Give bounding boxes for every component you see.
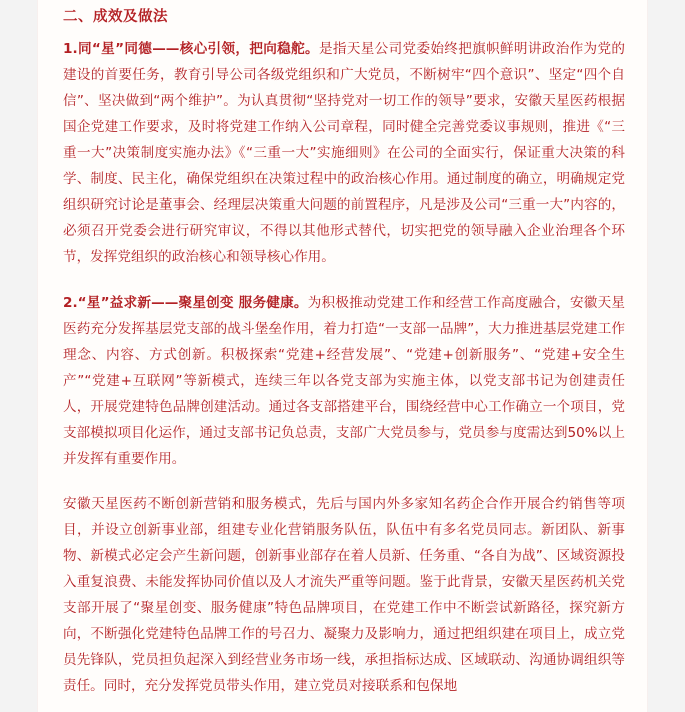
paragraph-text: 是指天星公司党委始终把旗帜鲜明讲政治作为党的建设的首要任务，教育引导公司各级党组织和广大党员，不断树牢“四个意识”、坚定“四个自信”、坚决做到“两个维护”。为认真贯彻“坚持党对一切工作的领导”要求，安徽天星医药根据国企党建工作要求，及时将党建工作纳入公司章程，同时健全完善党委议事规则，推进《“三重一大”决策制度实施办法》《“三重一大”实施细则》在公司的全面实行，保证重大决策的科学、制度、民主化，确保党组织在决策过程中的政治核心作用。通过制度的确立，明确规定党组织研究讨论是董事会、经理层决策重大问题的前置程序，凡是涉及公司“三重一大”内容的，必须召开党委会进行研究审议，不得以其他形式替代，切实把党的领导融入企业治理各个环节，发挥党组织的政治核心和领导核心作用。 bbox=[63, 41, 625, 265]
paragraph-innovation bbox=[63, 290, 625, 472]
paragraph-lead: 2.“星”益求新——聚星创变 服务健康。 bbox=[63, 295, 308, 311]
section-heading: 二、成效及做法 bbox=[63, 9, 168, 25]
paragraph-text: 为积极推动党建工作和经营工作高度融合，安徽天星医药充分发挥基层党支部的战斗堡垒作用，着力打造“一支部一品牌”，大力推进基层党建工作理念、内容、方式创新。积极探索“党建+经营发展”、“党建+创新服务”、“党建+安全生产”“党建+互联网”等新模式，连续三年以各党支部为实施主体，以党支部书记为创建责任人，开展党建特色品牌创建活动。通过各支部搭建平台，围绕经营中心工作确立一个项目，党支部模拟项目化运作，通过支部书记负总责，支部广大党员参与，党员参与度需达到50%以上并发挥有重要作用。 bbox=[63, 295, 626, 467]
article-page bbox=[37, 0, 648, 712]
paragraph-core-leadership bbox=[63, 36, 625, 270]
paragraph-text: 安徽天星医药不断创新营销和服务模式，先后与国内外多家知名药企合作开展合约销售等项目，并设立创新事业部，组建专业化营销服务队伍，队伍中有多名党员同志。新团队、新事物、新模式必定会产生新问题，创新事业部存在着人员新、任务重、“各自为战”、区域资源投入重复浪费、未能发挥协同价值以及人才流失严重等问题。鉴于此背景，安徽天星医药机关党支部开展了“聚星创变、服务健康”特色品牌项目，在党建工作中不断尝试新路径，探究新方向，不断强化党建特色品牌工作的号召力、凝聚力及影响力，通过把组织建在项目上，成立党员先锋队，党员担负起深入到经营业务市场一线，承担指标达成、区域联动、沟通协调组织等责任。同时，充分发挥党员带头作用，建立党员对接联系和包保地 bbox=[63, 496, 625, 694]
paragraph-lead: 1.同“星”同德——核心引领，把向稳舵。 bbox=[63, 41, 319, 57]
paragraph-marketing-service bbox=[63, 491, 625, 699]
